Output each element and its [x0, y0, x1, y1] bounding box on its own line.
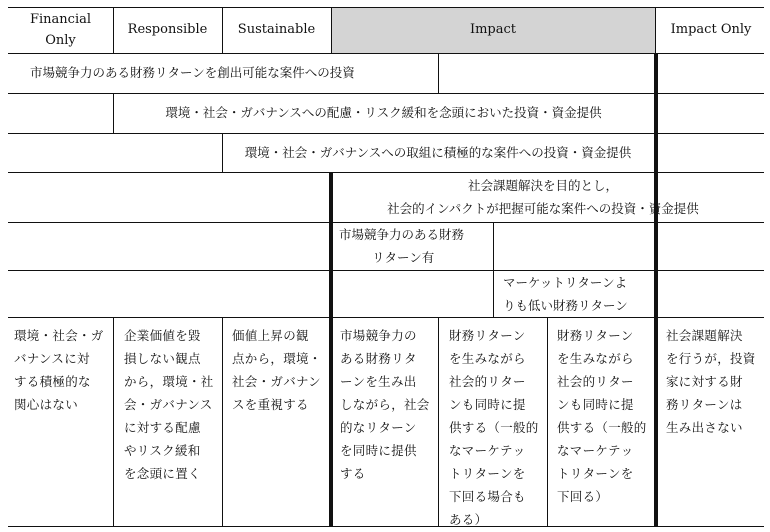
desc-impact-mid-return: 財務リターン を生みながら 社会的リター ンも同時に提 供する（一般的 なマーケテッ トリターンを 下回る場合も ある）	[449, 328, 539, 527]
row-social-impact: 社会課題解決を目的とし， 社会的インパクトが把握可能な案件への投資・資金提供	[387, 178, 699, 216]
row-below-market-return: マーケットリターンよ りも低い財務リターン	[503, 275, 628, 313]
row-esg-active: 環境・社会・ガバナンスへの取組に積極的な案件への投資・資金提供	[244, 145, 632, 160]
rule-row1	[8, 93, 764, 94]
col-rule-4	[438, 317, 439, 526]
col-rule-5	[547, 317, 548, 526]
desc-financial-only: 環境・社会・ガ バナンスに対 する積極的な 関心はない	[14, 328, 104, 412]
desc-sustainable: 価値上昇の観 点から，環境・ 社会・ガバナン スを重視する	[232, 328, 322, 412]
rule-row3	[8, 172, 764, 173]
row-market-competitive-return: 市場競争力のある財務リターンを創出可能な案件への投資	[30, 65, 355, 80]
header-impact-only: Impact Only	[670, 22, 752, 37]
col-rule-2c	[222, 317, 223, 526]
desc-impact-only: 社会課題解決 を行うが，投資 家に対する財 務リターンは 生み出さない	[666, 328, 756, 435]
row-market-return-yes: 市場競争力のある財務 リターン有	[339, 227, 465, 265]
rule-row6	[8, 317, 764, 318]
col-rule-r5	[493, 222, 494, 317]
col-rule-6	[655, 7, 656, 53]
row-esg-consideration: 環境・社会・ガバナンスへの配慮・リスク緩和を念頭においた投資・資金提供	[165, 105, 602, 120]
desc-responsible: 企業価値を毀 損しない観点 から，環境・社 会・ガバナンス に対する配慮 やリスク緩和 を念頭に置く	[124, 328, 214, 481]
desc-impact-market-return: 市場競争力の ある財務リタ ーンを生み出 しながら，社会 的なリターン を同時に提供 する	[340, 328, 430, 481]
rule-row2	[8, 133, 764, 134]
desc-impact-low-return: 財務リターン を生みながら 社会的リター ンも同時に提 供する（一般的 なマーケテッ トリターンを 下回る）	[557, 328, 647, 504]
rule-bottom	[8, 526, 764, 527]
rule-header-bottom	[8, 53, 764, 54]
header-financial-only: Financial Only	[29, 12, 92, 48]
header-sustainable: Sustainable	[237, 22, 316, 37]
header-responsible: Responsible	[127, 22, 208, 37]
header-impact: Impact	[469, 22, 517, 37]
rule-top	[8, 7, 764, 8]
